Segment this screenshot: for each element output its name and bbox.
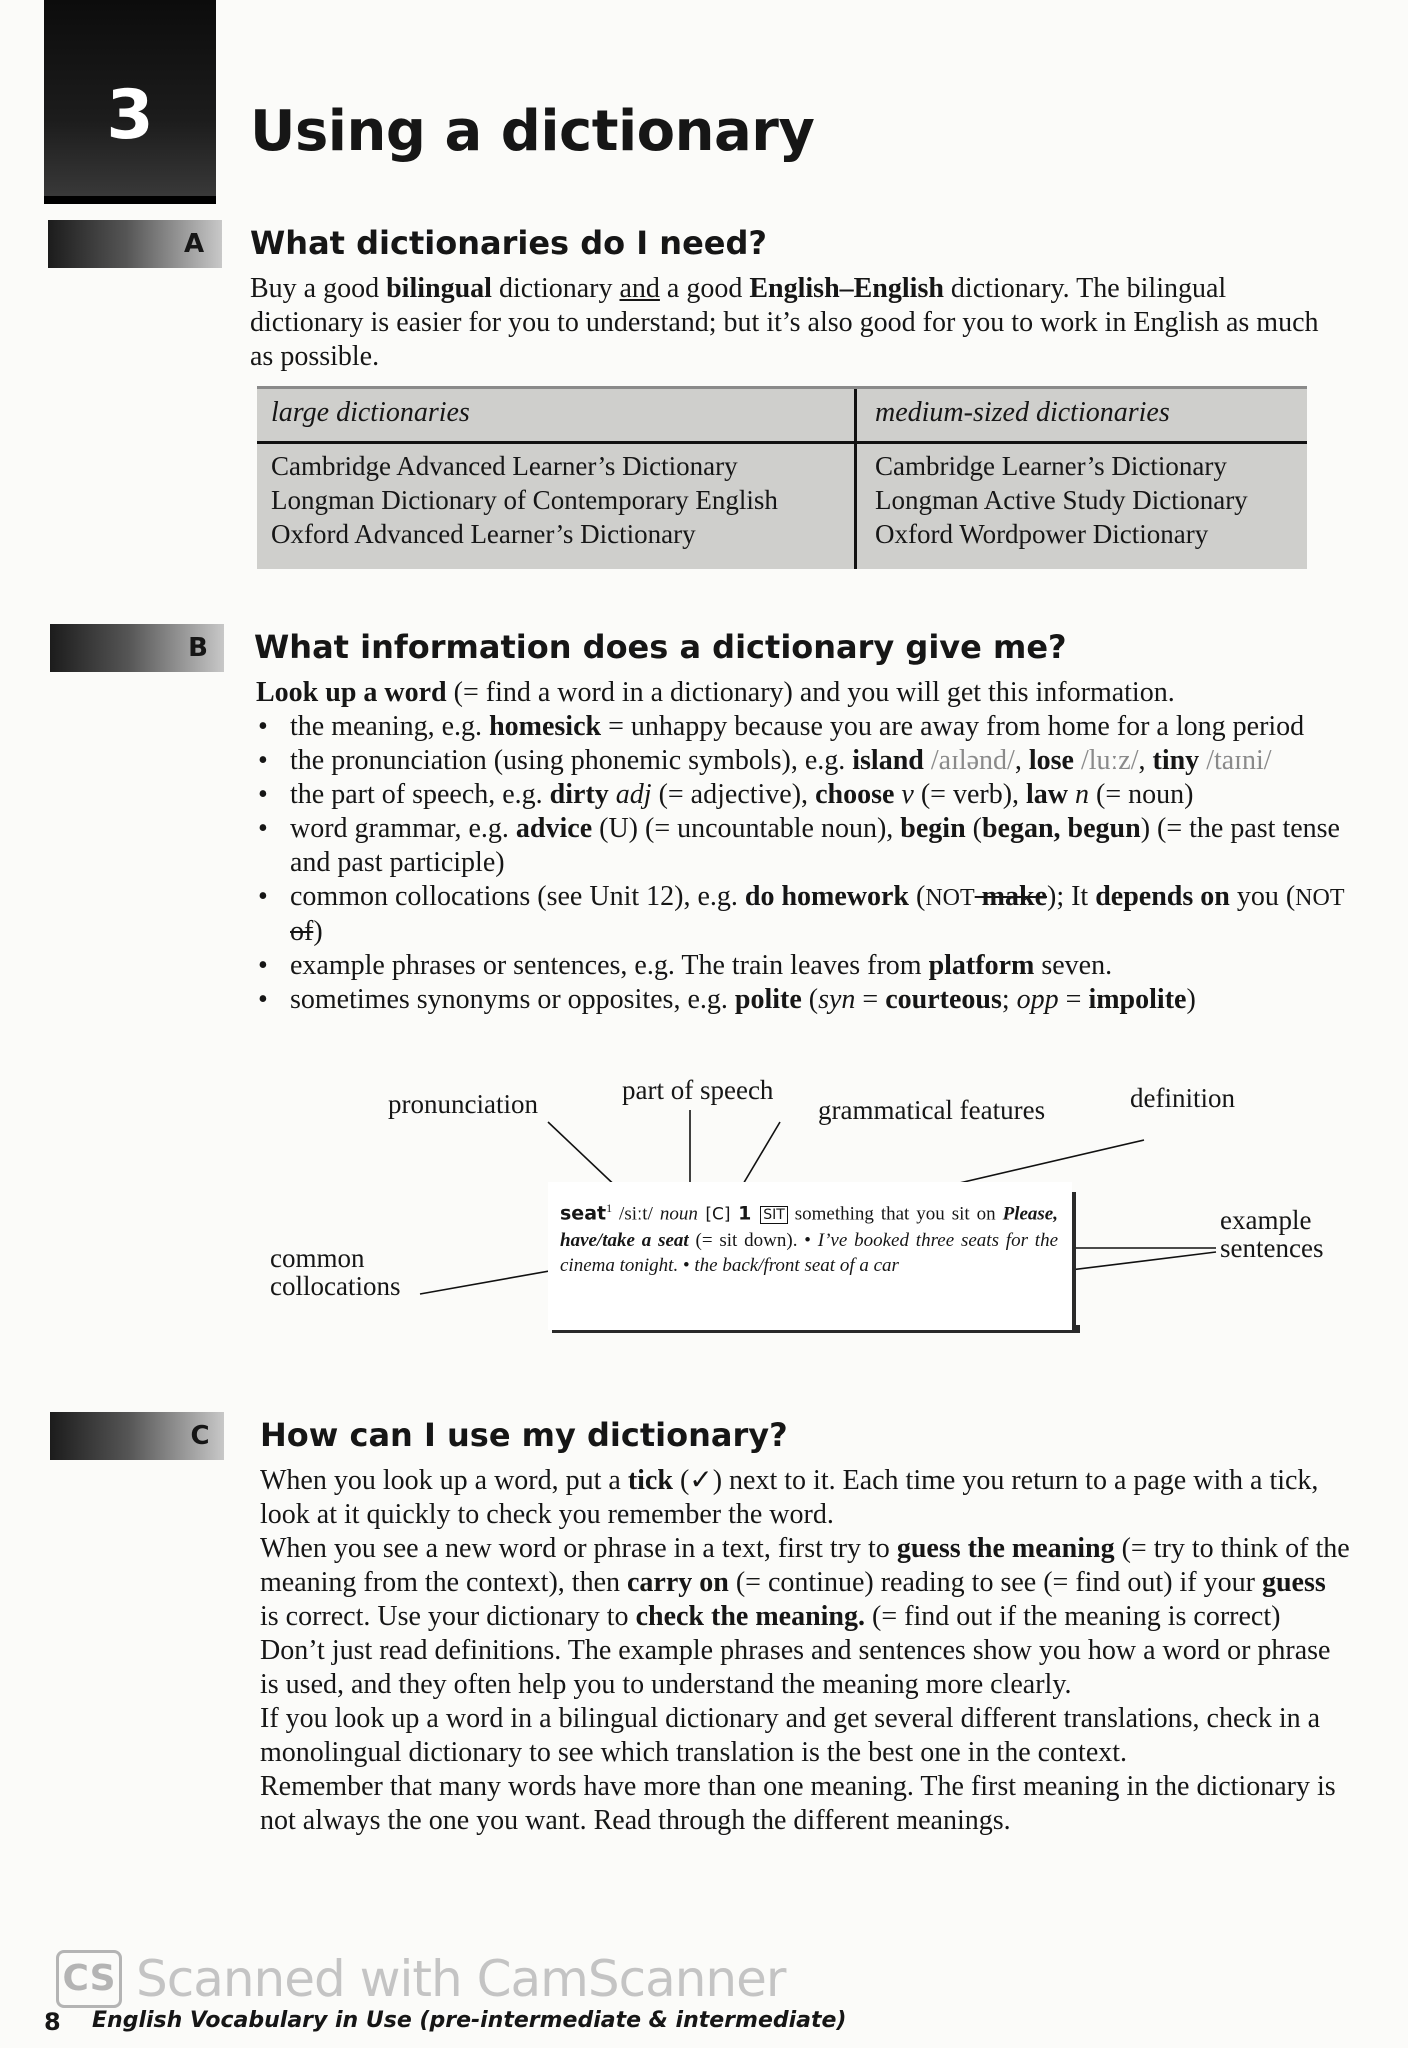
list-item: • the pronunciation (using phonemic symbols), e.g. island /aɪlənd/, lose /luːz/, tiny /taɪni/ xyxy=(256,744,1356,778)
label-common-collocations: common collocations xyxy=(270,1243,401,1302)
table-header: medium-sized dictionaries xyxy=(875,397,1170,428)
table-cell: Cambridge Advanced Learner’s Dictionary xyxy=(271,451,738,481)
page-number: 8 xyxy=(44,2008,61,2036)
table-header: large dictionaries xyxy=(271,397,470,428)
table-cell: Longman Dictionary of Contemporary English xyxy=(271,485,778,515)
list-item: • sometimes synonyms or opposites, e.g. polite (syn = courteous; opp = impolite) xyxy=(256,983,1356,1017)
list-item: • the part of speech, e.g. dirty adj (= adjective), choose v (= verb), law n (= noun) xyxy=(256,778,1356,812)
section-a-text: Buy a good bilingual dictionary and a good English–English dictionary. The bilingual dictionary is easier for you to understand; but it’s also good for you to work in English as much as possible. xyxy=(250,273,1319,372)
table-cell: Longman Active Study Dictionary xyxy=(875,485,1248,515)
paragraph: When you look up a word, put a tick (✓) next to it. Each time you return to a page with a tick, look at it quickly to check you remember the word. xyxy=(260,1465,1319,1530)
list-item: • the meaning, e.g. homesick = unhappy because you are away from home for a long period xyxy=(256,710,1356,744)
dictionary-entry-text: seat$^1$ /siːt/ noun [C] 1 SIT something that you sit on Please, have/take a seat (= sit down). • I’ve booked three seats for the cinema tonight. • the back/front seat of a car xyxy=(560,1201,1058,1277)
label-grammatical-features: grammatical features xyxy=(818,1095,1046,1125)
paragraph: Remember that many words have more than one meaning. The first meaning in the dictionary is not always the one you want. Read through the different meanings. xyxy=(260,1771,1336,1836)
section-c-letter: C xyxy=(190,1421,210,1451)
section-a-title: What dictionaries do I need? xyxy=(250,224,767,262)
section-b-intro: Look up a word (= find a word in a dictionary) and you will get this information. xyxy=(256,677,1175,708)
example-pointer-2 xyxy=(1054,1252,1216,1272)
scanner-watermark: Scanned with CamScanner xyxy=(136,1950,786,2008)
table-cell: Cambridge Learner’s Dictionary xyxy=(875,451,1227,481)
paragraph: Don’t just read definitions. The example phrases and sentences show you how a word or phrase is used, and they often help you to understand the meaning more clearly. xyxy=(260,1635,1331,1700)
paragraph: If you look up a word in a bilingual dictionary and get several different translations, check in a monolingual dictionary to see which translation is the best one in the context. xyxy=(260,1703,1321,1768)
camscanner-logo: CS xyxy=(56,1950,122,2008)
unit-number: 3 xyxy=(106,76,154,155)
section-b-title: What information does a dictionary give me? xyxy=(254,628,1067,666)
section-c-title: How can I use my dictionary? xyxy=(260,1416,788,1454)
section-b-letter: B xyxy=(188,633,208,663)
table-cell: Oxford Wordpower Dictionary xyxy=(875,519,1209,549)
section-c-text xyxy=(260,1464,1350,1838)
label-example-sentences: example sentences xyxy=(1220,1205,1324,1264)
page-title: Using a dictionary xyxy=(250,99,815,164)
book-title: English Vocabulary in Use (pre-intermediate & intermediate) xyxy=(92,2008,847,2033)
section-a-letter: A xyxy=(183,229,205,259)
table-cell: Oxford Advanced Learner’s Dictionary xyxy=(271,519,696,549)
list-item: • word grammar, e.g. advice (U) (= uncountable noun), begin (began, begun) (= the past tense and past participle) xyxy=(256,812,1356,880)
list-item: • common collocations (see Unit 12), e.g. do homework (NOT make); It depends on you (NOT of) xyxy=(256,880,1356,949)
paragraph: When you see a new word or phrase in a text, first try to guess the meaning (= try to think of the meaning from the context), then carry on (= continue) reading to see (= find out) if your guess is correct. Use your dictionary to check the meaning. (= find out if the meaning is correct) xyxy=(260,1533,1350,1632)
label-part-of-speech: part of speech xyxy=(622,1075,774,1105)
label-definition: definition xyxy=(1130,1083,1235,1113)
label-pronunciation: pronunciation xyxy=(388,1089,538,1119)
list-item: • example phrases or sentences, e.g. The train leaves from platform seven. xyxy=(256,949,1356,983)
